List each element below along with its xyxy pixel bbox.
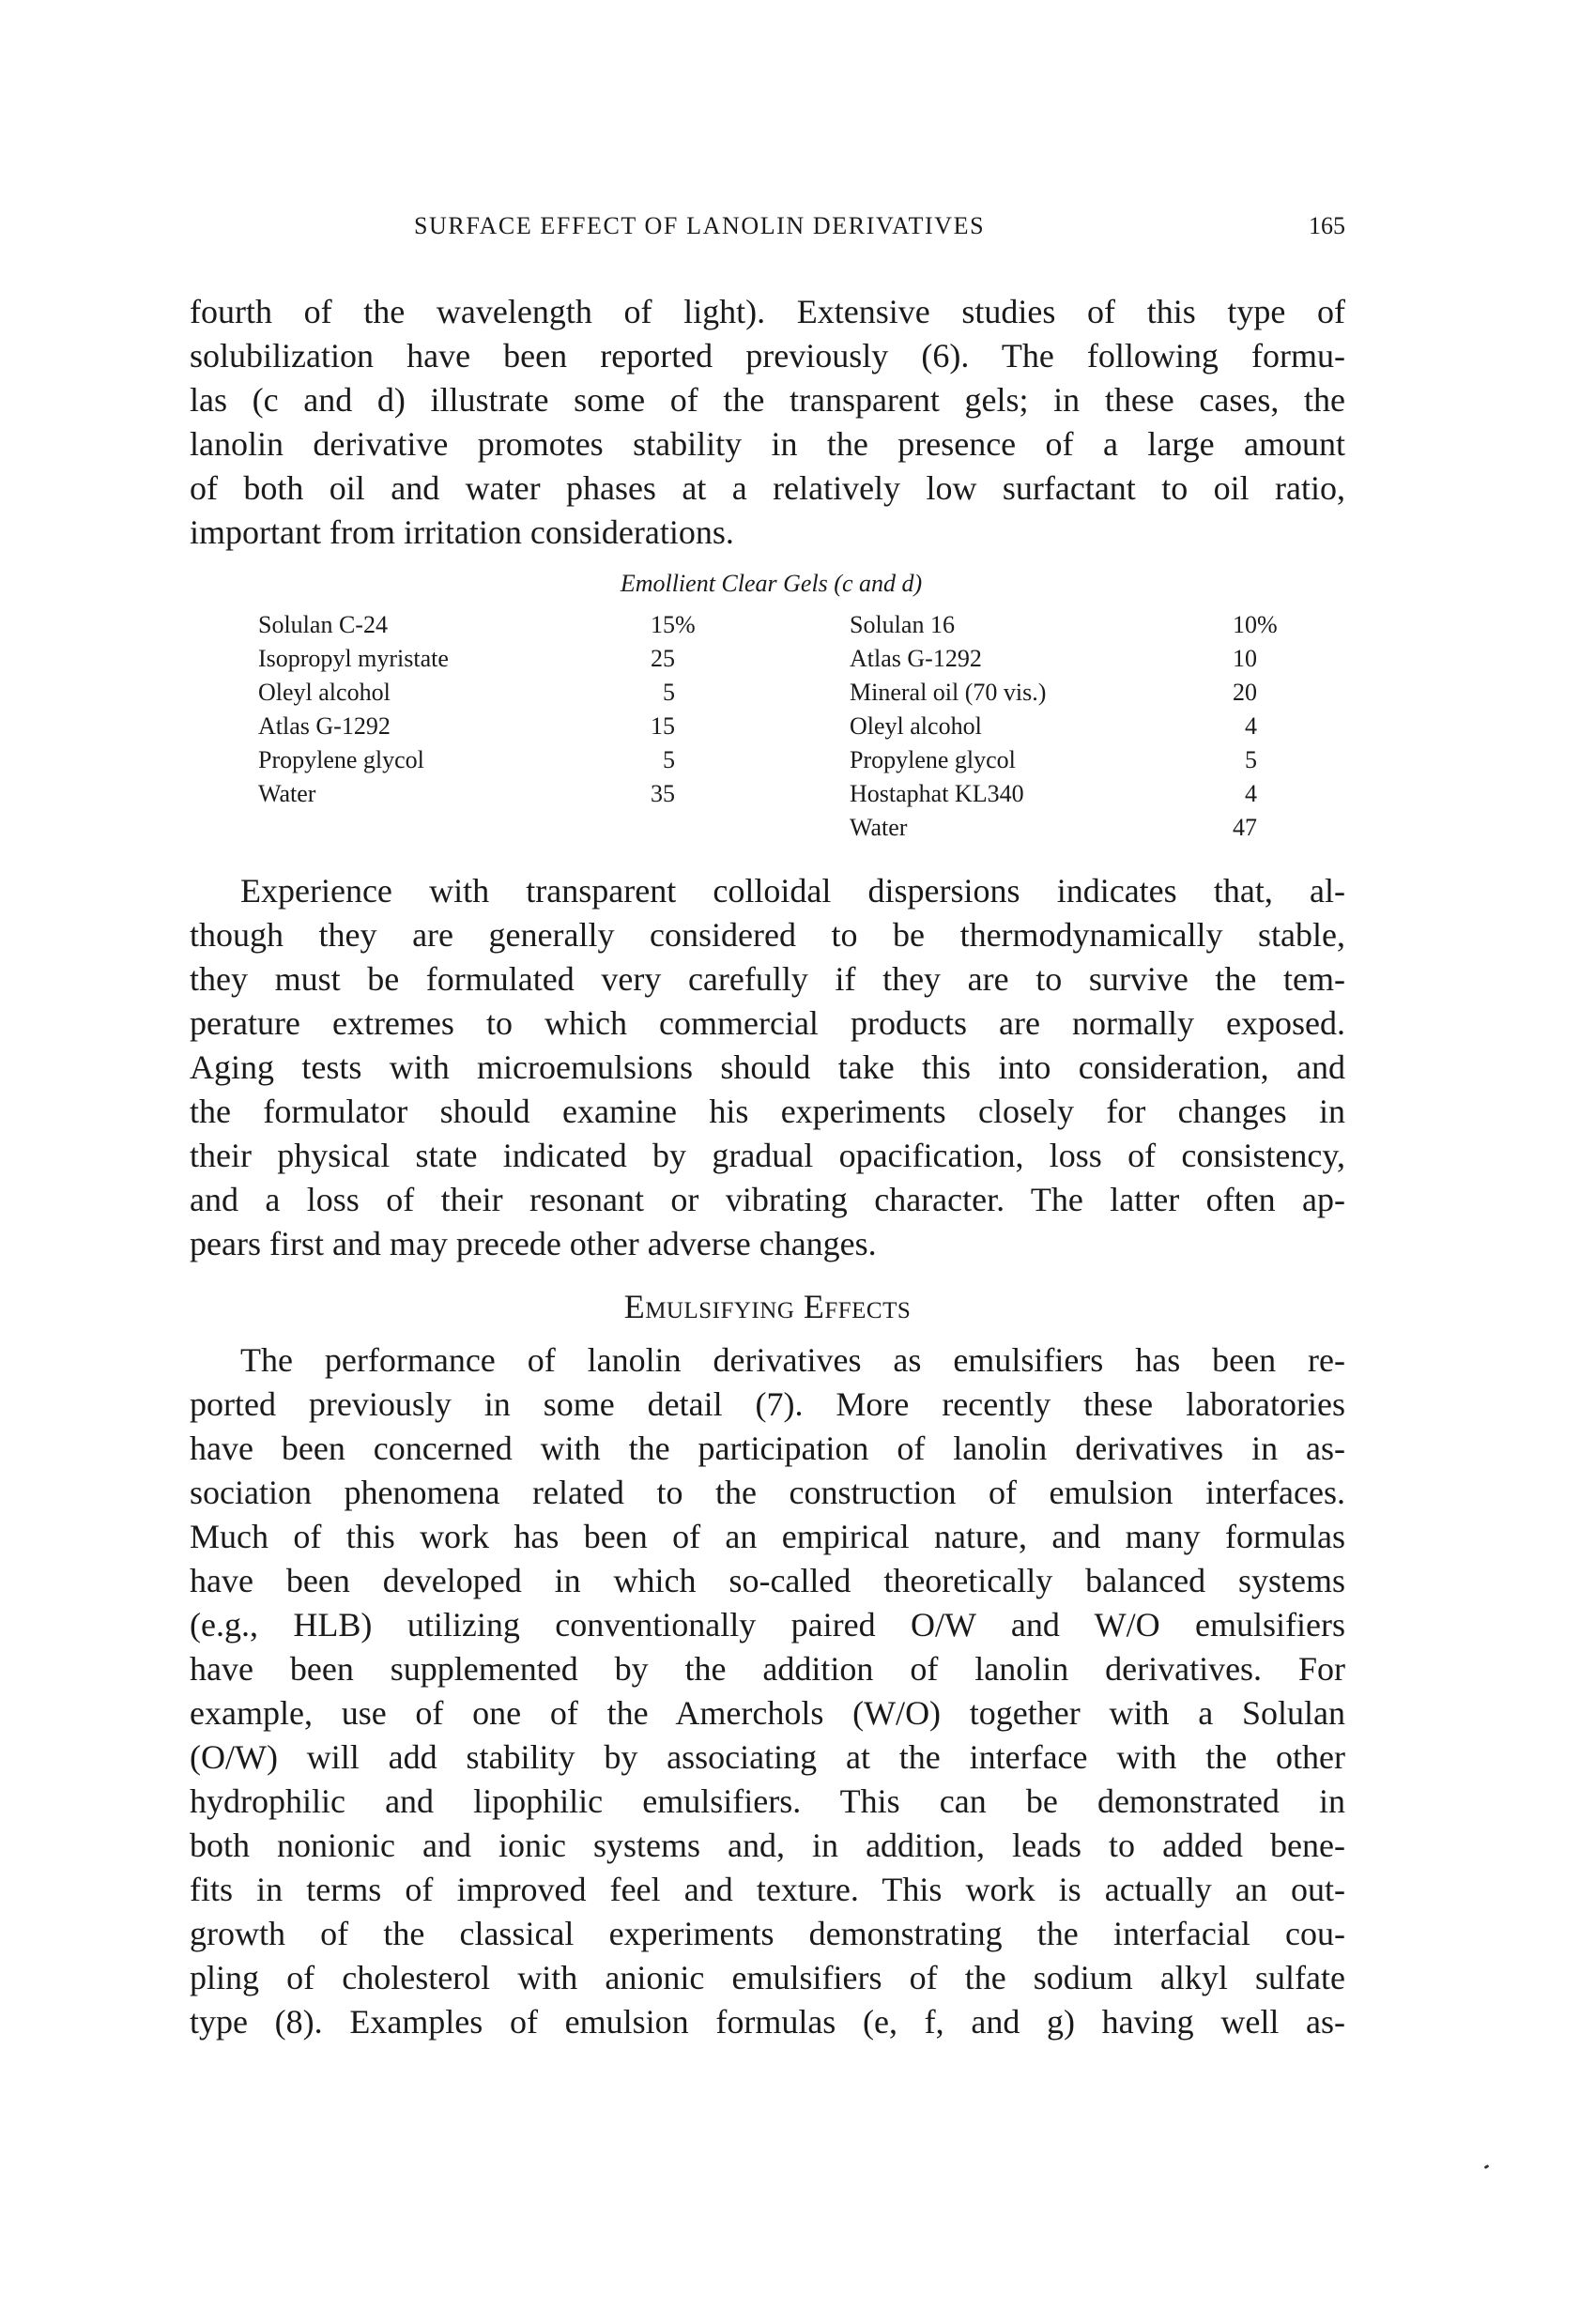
text-line: have been concerned with the participation of lanolin derivatives in as- bbox=[190, 1430, 1345, 1467]
text-line: though they are generally considered to be thermodynamically stable, bbox=[190, 916, 1345, 954]
formula-d-ingredient: Solulan 16 bbox=[850, 611, 955, 638]
formula-d-amount: 10% bbox=[1233, 611, 1278, 638]
text-line: pling of cholesterol with anionic emulsifiers of the sodium alkyl sulfate bbox=[190, 1959, 1345, 1996]
text-line: The performance of lanolin derivatives as emulsifiers has been re- bbox=[240, 1341, 1345, 1379]
text-line: Much of this work has been of an empirical nature, and many formulas bbox=[190, 1518, 1345, 1555]
formula-c-ingredient: Atlas G-1292 bbox=[258, 712, 391, 740]
formula-c-ingredient: Isopropyl myristate bbox=[258, 645, 449, 672]
formula-d-amount: 47 bbox=[1233, 814, 1257, 841]
text-line: Aging tests with microemulsions should take this into consideration, and bbox=[190, 1048, 1345, 1086]
formula-c-amount: 15 bbox=[651, 712, 675, 740]
table-row bbox=[190, 608, 1345, 642]
formula-c-amount: 5 bbox=[663, 679, 675, 706]
formula-c-ingredient: Propylene glycol bbox=[258, 746, 424, 773]
formula-d-amount: 20 bbox=[1233, 679, 1257, 706]
text-line: their physical state indicated by gradual opacification, loss of consistency, bbox=[190, 1137, 1345, 1174]
formula-table bbox=[190, 608, 1345, 845]
text-line: of both oil and water phases at a relatively low surfactant to oil ratio, bbox=[190, 469, 1345, 507]
formula-c-amount: 25 bbox=[651, 645, 675, 672]
table-title: Emollient Clear Gels (c and d) bbox=[620, 570, 923, 597]
table-row bbox=[190, 743, 1345, 777]
formula-c-amount: 15% bbox=[651, 611, 696, 638]
text-line: have been supplemented by the addition of lanolin derivatives. For bbox=[190, 1650, 1345, 1688]
table-row bbox=[190, 811, 1345, 845]
formula-d-amount: 4 bbox=[1245, 712, 1257, 740]
formula-c-amount: 35 bbox=[651, 780, 675, 807]
formula-d-amount: 5 bbox=[1245, 746, 1257, 773]
text-line: fourth of the wavelength of light). Extensive studies of this type of bbox=[190, 293, 1345, 330]
formula-c-ingredient: Oleyl alcohol bbox=[258, 679, 391, 706]
table-row bbox=[190, 777, 1345, 811]
text-line: Experience with transparent colloidal dispersions indicates that, al- bbox=[240, 872, 1345, 910]
text-line: fits in terms of improved feel and texture. This work is actually an out- bbox=[190, 1871, 1345, 1908]
amount-value: 15 bbox=[651, 611, 675, 638]
paragraph-colloidal-dispersions bbox=[190, 869, 1345, 1266]
text-line: ported previously in some detail (7). More recently these laboratories bbox=[190, 1385, 1345, 1423]
paragraph-solubilization bbox=[190, 290, 1345, 555]
text-line: las (c and d) illustrate some of the transparent gels; in these cases, the bbox=[190, 381, 1345, 419]
text-line: have been developed in which so-called theoretically balanced systems bbox=[190, 1562, 1345, 1599]
text-line: growth of the classical experiments demonstrating the interfacial cou- bbox=[190, 1915, 1345, 1952]
paragraph-emulsifying-effects bbox=[190, 1338, 1345, 2044]
text-line: sociation phenomena related to the construction of emulsion interfaces. bbox=[190, 1474, 1345, 1511]
formula-d-amount: 4 bbox=[1245, 780, 1257, 807]
text-line: perature extremes to which commercial products are normally exposed. bbox=[190, 1004, 1345, 1042]
running-head-title: SURFACE EFFECT OF LANOLIN DERIVATIVES bbox=[414, 212, 986, 239]
amount-value: 10 bbox=[1233, 611, 1257, 638]
formula-d-ingredient: Propylene glycol bbox=[850, 746, 1016, 773]
formula-d-ingredient: Mineral oil (70 vis.) bbox=[850, 679, 1047, 706]
text-line: (e.g., HLB) utilizing conventionally paired O/W and W/O emulsifiers bbox=[190, 1606, 1345, 1644]
text-line: hydrophilic and lipophilic emulsifiers. This can be demonstrated in bbox=[190, 1782, 1345, 1820]
text-line: the formulator should examine his experiments closely for changes in bbox=[190, 1093, 1345, 1130]
formula-d-ingredient: Water bbox=[850, 814, 908, 841]
text-line: important from irritation considerations. bbox=[190, 513, 734, 551]
page-number: 165 bbox=[1309, 212, 1345, 239]
formula-c-ingredient: Water bbox=[258, 780, 316, 807]
text-line: example, use of one of the Amerchols (W/O) together with a Solulan bbox=[190, 1694, 1345, 1732]
section-heading: Emulsifying Effects bbox=[623, 1288, 912, 1325]
text-line: they must be formulated very carefully if they are to survive the tem- bbox=[190, 960, 1345, 998]
formula-table-block bbox=[190, 567, 1345, 841]
running-head bbox=[190, 210, 1345, 242]
text-line: both nonionic and ionic systems and, in addition, leads to added bene- bbox=[190, 1827, 1345, 1864]
formula-d-ingredient: Hostaphat KL340 bbox=[850, 780, 1024, 807]
formula-d-amount: 10 bbox=[1233, 645, 1257, 672]
scan-speck bbox=[1484, 2164, 1490, 2169]
text-line: solubilization have been reported previously (6). The following formu- bbox=[190, 337, 1345, 375]
table-row bbox=[190, 676, 1345, 710]
formula-c-amount: 5 bbox=[663, 746, 675, 773]
table-row bbox=[190, 710, 1345, 743]
text-line: and a loss of their resonant or vibrating character. The latter often ap- bbox=[190, 1181, 1345, 1218]
formula-d-ingredient: Oleyl alcohol bbox=[850, 712, 982, 740]
table-row bbox=[190, 642, 1345, 676]
formula-c-ingredient: Solulan C-24 bbox=[258, 611, 388, 638]
text-line: (O/W) will add stability by associating at the interface with the other bbox=[190, 1738, 1345, 1776]
formula-d-ingredient: Atlas G-1292 bbox=[850, 645, 982, 672]
text-line: pears first and may precede other adverse changes. bbox=[190, 1225, 877, 1262]
text-line: type (8). Examples of emulsion formulas (e, f, and g) having well as- bbox=[190, 2003, 1345, 2041]
text-line: lanolin derivative promotes stability in the presence of a large amount bbox=[190, 425, 1345, 463]
